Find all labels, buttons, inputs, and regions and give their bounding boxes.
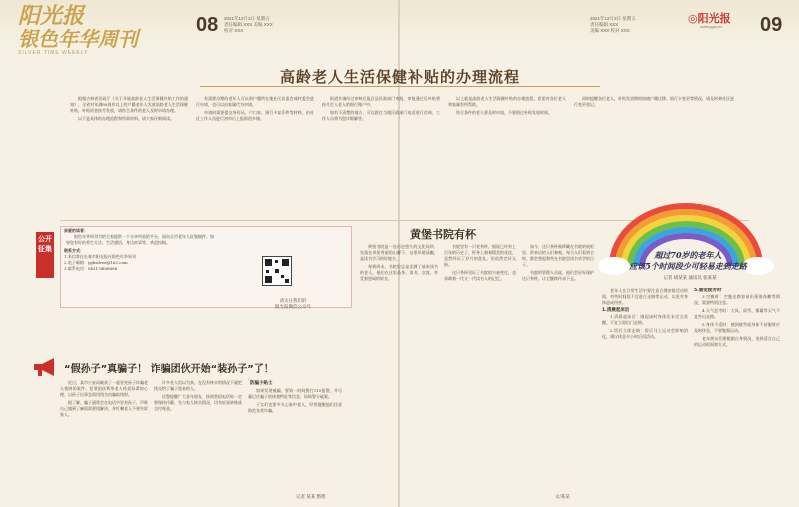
meta-line: 2021年12月3日 星期五 [224, 16, 270, 21]
meta-line: 责任编辑 XXX 美编 XXX [224, 22, 273, 27]
paragraph: 老年人在日常生活中要注意合理安排活动时间，有些时间段不宜进行走路等运动，以免对身体造成伤害。 [602, 288, 688, 305]
left-page-meta [224, 16, 304, 34]
newspaper-logo: ◎阳光报 [688, 12, 731, 25]
newspaper-url: www.ygw.cn [700, 24, 722, 29]
paragraph: 子女们也要多关心家中老人，经常提醒他们注意防范各类诈骗。 [248, 402, 342, 413]
masthead-subtitle: 银色年华周刊 [18, 27, 138, 51]
paragraph: 民警提醒广大老年朋友，接到类似电话时一定要保持冷静，先与家人核实情况，切勿轻易转账或交付现金。 [154, 394, 242, 411]
paragraph: 根据吉林省民政厅《关于开展高龄老人生活保健补贴工作的通知》，全省对年满80周岁以上的户籍老年人发放高龄老人生活保健补贴，补贴资金按月发放，请符合条件的老人及时申请办理。 [70, 96, 188, 113]
paragraph: 这只茶杯见证了书院的兴衰变迁，也承载着一代又一代读书人的记忆。 [444, 270, 516, 281]
qr-code-icon [262, 256, 292, 286]
page-number-right: 09 [760, 14, 783, 36]
paragraph: 5.身体不适时：感到疲劳或身体不舒服时应及时休息，不要勉强运动。 [694, 322, 780, 333]
article2-col2 [444, 244, 516, 494]
paragraph: 同时提醒各位老人，补贴发放期间如遇户籍迁移、银行卡变更等情况，请及时到社区进行变更登记。 [574, 96, 734, 107]
article3-byline: 记者 某某 整理 [296, 494, 326, 499]
contact-title: 联系方式： [64, 248, 84, 253]
notice-text [64, 228, 214, 304]
masthead [18, 4, 188, 54]
meta-line: 美编 XXX 校对 XXX [590, 28, 630, 33]
meta-line: 2021年12月3日 星期五 [590, 16, 636, 21]
paragraph: 每到周末，书院里总是坐满了前来读书的老人，他们在这里品茶、读书、交流，享受着悠闲的时光。 [360, 264, 438, 281]
paragraph: 黄堡书院是一处历史悠久的文化场所，坐落在风景秀丽的山脚下，这里环境清幽，是读书学习的好地方。 [360, 244, 438, 261]
paragraph: 近日，某市公安局破获了一起冒充孙子诈骗老人钱财的案件。犯罪团伙利用老人疼爱孙辈的心理，以孙子出事急需用钱为由骗取钱财。 [60, 380, 148, 397]
notice-body: 银色年华周刊为给大家提供一个分享经验的平台，面向全市老年人征集稿件。如果您有好的养生方法、生活感悟、身边故事等，欢迎投稿。 [66, 234, 214, 245]
page-number-left: 08 [196, 14, 219, 36]
paragraph: 如果发现被骗，要第一时间拨打110报警，并尽量记住骗子的体貌特征等信息，协助警方破案。 [248, 388, 342, 399]
article4-headline [598, 250, 778, 272]
article4-col2 [694, 288, 780, 493]
paragraph: 许多老人信以为真，在没有核实的情况下就把钱交给了骗子派来的人。 [154, 380, 242, 391]
paragraph: 据了解，骗子通常会在电话中冒充孙子，声称自己遇到了麻烦需要钱解决，并叮嘱老人不要告诉家人。 [60, 400, 148, 417]
paragraph: 书院里有一只老茶杯，据说已经有上百年的历史了，杯身上刻着精美的花纹，虽然经历了岁月的洗礼，但依然完好无损。 [444, 244, 516, 267]
article1-col4 [448, 96, 566, 216]
article1-col3 [322, 96, 440, 216]
article4-headline-line2: 应该5个时间段少可轻易走到走路 [629, 261, 747, 271]
paragraph: 1.清晨起床后：刚起床时身体还未完全苏醒，不宜立即出门走路。 [602, 314, 688, 325]
contact-line: 1.来信寄往长春市阳光报社银色年华周刊 [64, 254, 136, 259]
article1-col1 [70, 96, 188, 216]
qr-caption [258, 298, 328, 310]
megaphone-icon [32, 356, 60, 378]
article4-col1 [602, 288, 688, 493]
article4-headline-line1: 超过70岁的老年人 [654, 250, 722, 260]
paragraph: 申请时需要提交身份证、户口本、银行卡复印件等材料，由社区工作人员进行初审后上报街道乡镇。 [196, 110, 314, 121]
meta-line: 校对 XXX [224, 28, 244, 33]
notice-tag: 公开征集 [36, 232, 54, 278]
notice-intro: 亲爱的读者： [64, 228, 88, 233]
article1-headline: 高龄老人生活保健补贴的办理流程 [279, 68, 520, 86]
article4-subhead: 5.感觉疲劳时 [694, 288, 722, 293]
paragraph: 4.天气恶劣时：大风、雨雪、雾霾等天气不宜外出走路。 [694, 308, 780, 319]
qr-caption-line: 阳光报微信公众号 [275, 304, 311, 309]
qr-caption-line: 请关注我们的 [279, 298, 307, 303]
headline-rule [200, 86, 600, 87]
article2-headline: 黄堡书院有杯 [410, 228, 476, 241]
article2-byline: 文/某某 [555, 494, 570, 499]
paragraph: 街道乡镇经过审核后报区县民政部门审批，审批通过后补贴将按月打入老人的银行账户中。 [322, 96, 440, 107]
meta-line: 责任编辑 XXX [590, 22, 619, 27]
right-page-meta [590, 16, 670, 34]
paragraph: 以下是具体的办理流程和所需材料，请大家仔细阅读。 [78, 116, 174, 121]
article1-col5 [574, 96, 734, 196]
paragraph: 如有不清楚的地方，可以拨打当地民政部门电话进行咨询，工作人员将为您详细解答。 [322, 110, 440, 121]
paragraph: 有需要办理的老年人可以到户籍所在地社区居委会或村委会进行申请，也可以由家属代为申请。 [196, 96, 314, 107]
paragraph: 3.空腹时：空腹走路容易出现低血糖等情况，需要特别注意。 [694, 294, 780, 305]
article1-col2 [196, 96, 314, 216]
article3-col2 [154, 380, 242, 495]
contact-line: 3.联系电话：0431-8888888 [64, 266, 118, 271]
article1-byline: 记者 贾某 整理 [690, 208, 720, 213]
paragraph: 书院的管理人员说，他们会好好保护这只茶杯，让它继续传承下去。 [522, 270, 594, 281]
paragraph: 以上就是高龄老人生活保健补贴的办理流程，希望对各位老人和家属有所帮助。 [448, 96, 566, 107]
article3-col3 [248, 388, 342, 493]
masthead-title: 阳光报 [18, 3, 85, 29]
article3-headline: “假孙子”真骗子！ 诈骗团伙开始“装孙子”了！ [64, 364, 274, 375]
article3-subhead: 防骗小贴士 [250, 381, 273, 386]
paragraph: 符合条件的老人要及时申请，不要错过补贴发放时间。 [456, 110, 552, 115]
paragraph: 如今，这只茶杯被珍藏在书院的展柜里，供来访的人们参观。每当人们看到它时，都会想起那些在书院里读书求学的日子。 [522, 244, 594, 267]
contact-line: 2.电子邮箱：ygbsilver@163.com [64, 260, 128, 265]
paragraph: 老年朋友们要根据自身情况，选择适合自己的运动时间和方式。 [694, 336, 780, 347]
paragraph: 2.饭后立即走路：饭后马上运动会影响消化，建议休息半小时后再活动。 [602, 328, 688, 339]
article2-col3 [522, 244, 594, 494]
article3-col1 [60, 380, 148, 495]
article2-col1 [360, 244, 438, 494]
article4-subhead: 1.清晨起床后 [602, 308, 630, 313]
article4-byline: 记者 胡某某 通讯员 张某某 [663, 275, 717, 280]
masthead-english: SILVER TIME WEEKLY [18, 50, 89, 56]
